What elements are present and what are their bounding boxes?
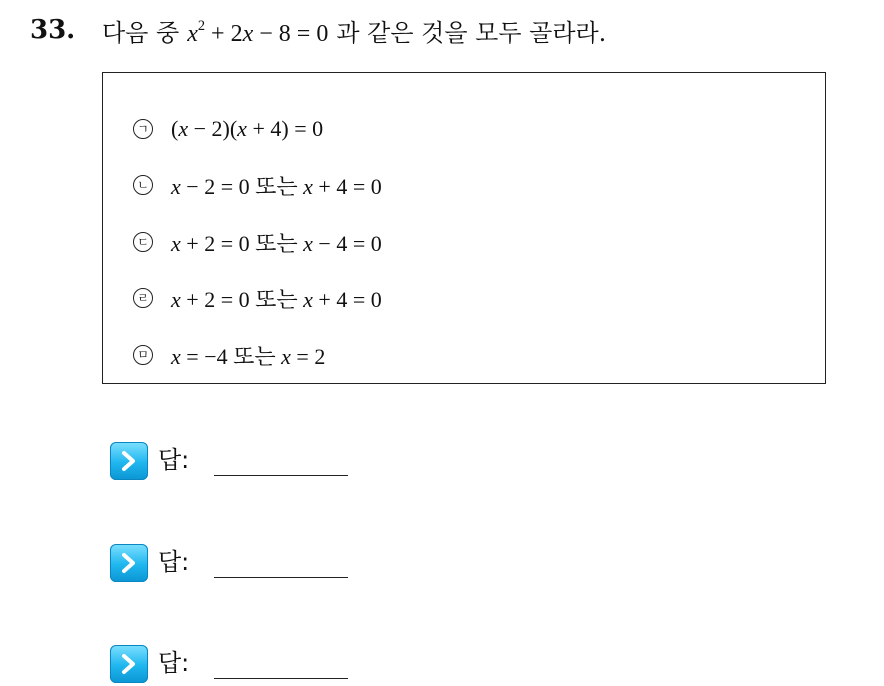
choice-item — [133, 114, 323, 144]
chevron-right-icon — [110, 645, 148, 683]
choice-text: x − 2 = 0 또는 x + 4 = 0 — [171, 173, 382, 199]
answer-row — [110, 536, 370, 584]
choice-marker: ㄱ — [133, 119, 153, 139]
chevron-right-icon — [110, 544, 148, 582]
question-suffix: 과 같은 것을 모두 골라라. — [336, 18, 607, 47]
answer-label: 답: — [158, 446, 190, 474]
question-number: 33. — [30, 15, 76, 45]
answer-row — [110, 434, 370, 482]
answer-blank[interactable] — [214, 678, 348, 679]
choice-box — [102, 72, 826, 384]
answer-blank[interactable] — [214, 475, 348, 476]
choice-item — [133, 227, 382, 257]
choice-text: x = −4 또는 x = 2 — [171, 343, 326, 369]
question-header — [30, 10, 606, 50]
choice-marker: ㅁ — [133, 345, 153, 365]
choice-item — [133, 283, 382, 313]
chevron-right-icon — [110, 442, 148, 480]
answer-label: 답: — [158, 649, 190, 677]
choice-marker: ㄷ — [133, 232, 153, 252]
question-prefix: 다음 중 — [102, 18, 180, 47]
choice-text: x + 2 = 0 또는 x + 4 = 0 — [171, 286, 382, 312]
answer-blank[interactable] — [214, 577, 348, 578]
answer-row — [110, 637, 370, 685]
choice-item — [133, 170, 382, 200]
choice-marker: ㄴ — [133, 175, 153, 195]
choice-item — [133, 340, 325, 370]
question-equation: $x^2 + 2x - 8 = 0$ — [187, 17, 329, 47]
question-text — [102, 13, 606, 48]
choice-text: x + 2 = 0 또는 x − 4 = 0 — [171, 230, 382, 256]
answer-label: 답: — [158, 548, 190, 576]
choice-text: (x − 2)(x + 4) = 0 — [171, 116, 324, 141]
choice-marker: ㄹ — [133, 288, 153, 308]
